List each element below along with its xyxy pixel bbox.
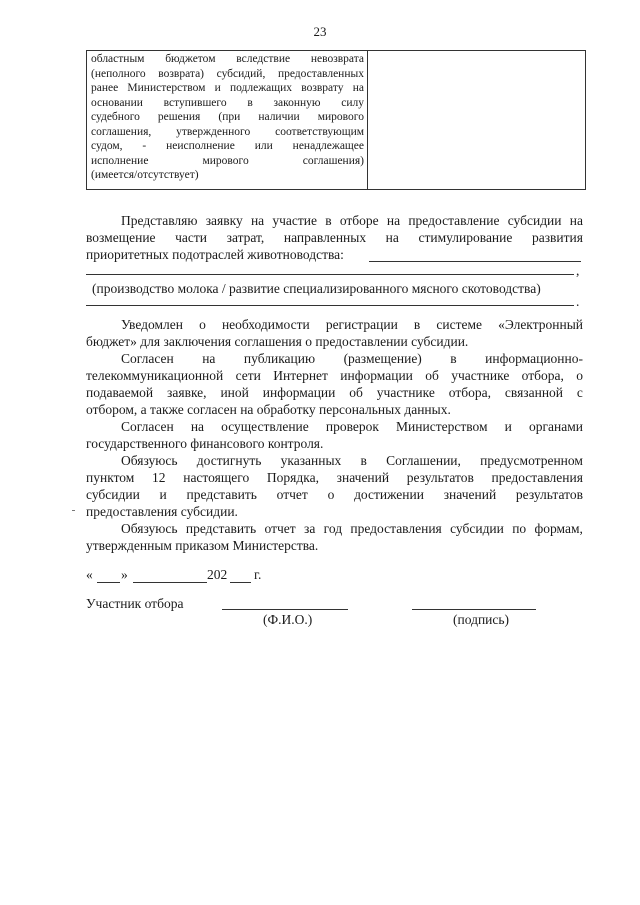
word: об [425,368,439,383]
word: отбора, [521,368,564,383]
word: в [247,96,253,109]
word: о [327,487,335,502]
word: Обязуюсь [121,453,178,468]
notified-line [86,316,583,333]
results-line [86,486,583,503]
word: (имеется/отсутствует) [91,169,199,181]
publication-line [86,367,583,384]
results-line [86,503,583,520]
day-blank [97,582,120,583]
subsector-line-1 [369,261,581,262]
word: по [512,521,527,536]
word: Согласен [121,419,174,434]
word: участнике [451,368,510,383]
period: . [576,294,580,309]
word: Порядка, [266,470,319,485]
word: отборе [339,213,379,228]
date-open-quote: « [86,567,93,582]
word: затрат, [226,230,265,245]
word: субсидий, [216,67,266,80]
word: отчет [264,521,296,536]
word: утвержденного [176,125,251,138]
word: результатов [515,487,583,502]
application-line [86,229,583,246]
year-suffix: г. [254,567,262,582]
table-line [91,81,364,96]
word: регистрации [325,317,398,332]
word: предоставление [408,213,500,228]
word: субсидии [450,521,504,536]
word: (размещение) [343,351,422,366]
word: формам, [534,521,583,536]
word: предоставленных [277,67,364,80]
word: в [325,213,332,228]
word: (неполного [91,67,146,80]
word: Министерством [396,419,488,434]
year-prefix: 202 [207,567,228,582]
word: телекоммуникационной [86,368,224,383]
word: вследствие [236,53,291,65]
word: Министерством [127,82,206,94]
word: Представляю [121,213,198,228]
word: предоставления [491,470,583,485]
word: значений [336,470,390,485]
scan-mark [72,510,75,511]
subsector-options: (производство молока / развитие специализированного мясного скотоводства) [92,281,541,296]
word: судебного [91,111,140,123]
comma: , [576,263,580,278]
word: на [250,213,265,228]
word: предусмотренном [480,453,583,468]
word: силу [341,96,364,109]
word: возврату [301,82,344,94]
signature-caption: (подпись) [453,612,510,627]
word: и [214,82,221,94]
word: информации [262,385,336,400]
word: необходимости [221,317,310,332]
word: неисполнение [166,140,235,152]
word: возврата) [158,67,205,80]
page-number: 23 [313,24,327,39]
word: связанной [504,385,564,400]
word: настоящего [183,470,250,485]
word: части [175,230,208,245]
word: информации [340,368,413,383]
word: участие [272,213,318,228]
publication-line [86,350,583,367]
word: на [202,351,216,366]
word: бюджет» для заключения соглашения о предоставлении субсидии. [86,334,469,349]
publication-line [86,384,583,401]
word: наличии [258,111,300,123]
word: бюджетом [165,53,216,65]
inspections-line [86,435,583,452]
word: проверок [325,419,379,434]
word: осуществление [221,419,309,434]
word: год [323,521,343,536]
word: вступившего [163,96,227,109]
word: и [504,419,512,434]
word: предоставления субсидии. [86,504,238,519]
table-line [91,125,364,140]
word: утвержденным приказом Министерства. [86,538,319,553]
table-line [91,96,364,111]
word: исполнение [91,154,149,167]
report-line [86,537,583,554]
word: Уведомлен [121,317,184,332]
word: «Электронный [498,317,583,332]
word: на [386,213,401,228]
word: за [304,521,316,536]
table-line [91,154,364,169]
word: на [190,419,205,434]
word: об [349,385,363,400]
word: о [576,368,583,383]
word: ненадлежащее [292,140,364,152]
word: заявке, [167,385,207,400]
word: законную [273,96,321,109]
word: Обязуюсь [121,521,178,536]
participant-label: Участник отбора [86,596,184,611]
word: Согласен [121,351,174,366]
word: представить [186,487,257,502]
word: стимулирование [418,230,513,245]
fio-line [222,609,348,610]
word: направленных [283,230,367,245]
results-line [86,469,583,486]
word: в [360,453,367,468]
word: или [254,140,273,152]
word: в [413,317,421,332]
table-line [91,168,364,183]
word: основании [91,96,143,109]
word: пунктом [86,470,135,485]
word: развития [531,230,583,245]
word: органами [528,419,583,434]
fio-caption: (Ф.И.О.) [263,612,313,627]
year-blank [230,582,251,583]
word: - [142,140,147,152]
table-line [91,52,364,67]
word: иной [220,385,249,400]
signature-line [412,609,536,610]
word: с [576,385,583,400]
word: Соглашении, [386,453,461,468]
word: соглашения) [302,154,364,167]
notified-line [86,333,583,350]
word: субсидии [507,213,562,228]
results-line [86,452,583,469]
word: Интернет [273,368,328,383]
inspections-line [86,418,583,435]
word: мирового [202,154,249,167]
word: и [159,487,167,502]
month-blank [133,582,207,583]
word: результатов [406,470,474,485]
publication-line [86,401,583,418]
word: ранее [91,82,119,94]
word: сети [235,368,261,383]
word: отбором, а также согласен на обработку персональных данных. [86,402,451,417]
word: соответствующим [275,125,364,138]
word: (при [218,111,241,123]
word: представить [185,521,257,536]
word: невозврата [310,53,364,65]
word: на [352,82,364,94]
table-line [91,67,364,82]
word: отчет [276,487,308,502]
word: соглашения, [91,125,152,138]
word: публикацию [243,351,316,366]
date-close-quote: » [121,567,128,582]
word: достигнуть [196,453,262,468]
word: подлежащих [229,82,293,94]
report-line [86,520,583,537]
word: значений [443,487,497,502]
word: заявку [205,213,243,228]
word: государственного финансового контроля. [86,436,324,451]
table-line [91,110,364,125]
word: на [569,213,583,228]
word: подаваемой [86,385,154,400]
word: мирового [317,111,364,123]
word: судом, [91,140,123,152]
word: возмещение [86,230,156,245]
criteria-cell [87,51,368,189]
word: системе [436,317,482,332]
word: участнике [376,385,435,400]
word: решения [157,111,201,123]
word: отбора, [448,385,491,400]
subsector-line-3 [86,305,574,306]
word: предоставления [350,521,442,536]
application-line [86,212,583,229]
subsector-line-2 [86,274,574,275]
word: информационно- [485,351,583,366]
criteria-table [86,50,586,190]
word: указанных [280,453,342,468]
criteria-value-cell [368,51,585,189]
word: на [385,230,399,245]
word: субсидии [86,487,140,502]
word: 12 [152,470,166,485]
word: приоритетных подотраслей животноводства: [86,247,344,262]
word: в [450,351,457,366]
word: о [199,317,206,332]
word: областным [91,53,145,65]
word: достижении [354,487,424,502]
table-line [91,139,364,154]
